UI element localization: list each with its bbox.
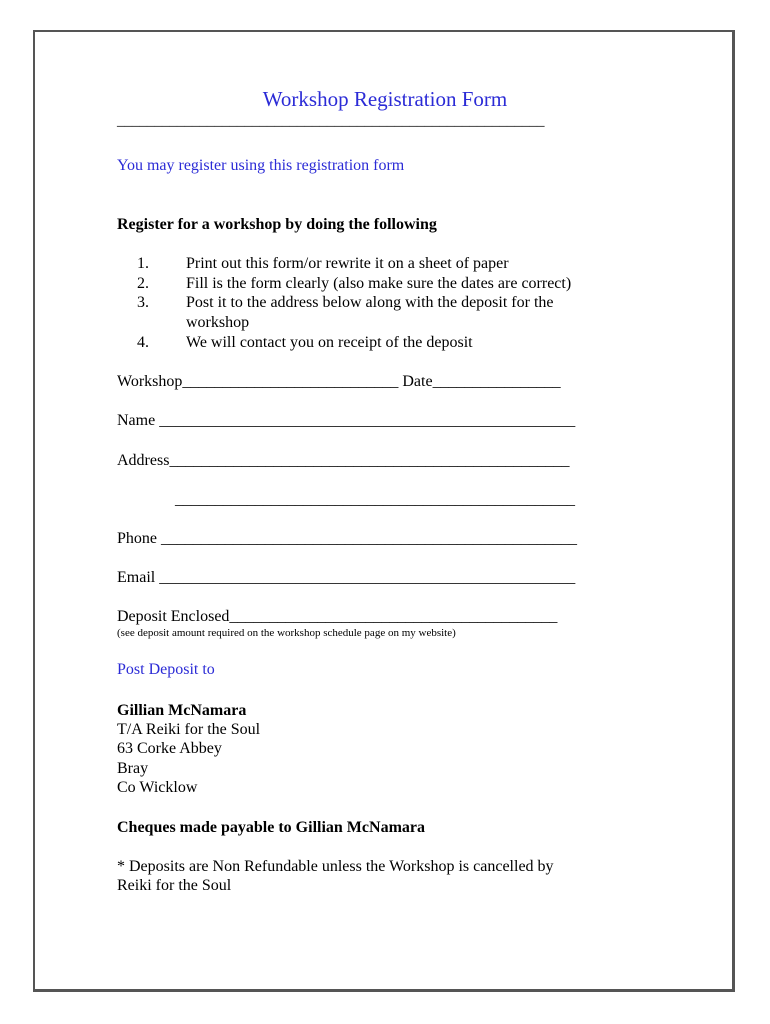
- refund-note: * Deposits are Non Refundable unless the Workshop is cancelled by: [117, 858, 554, 875]
- address-line: T/A Reiki for the Soul: [117, 721, 261, 738]
- address-field-line2[interactable]: __________________________________________________: [175, 491, 575, 508]
- step-text: Fill is the form clearly (also make sure the dates are correct): [186, 275, 572, 292]
- address-line: 63 Corke Abbey: [117, 740, 222, 757]
- step-number: 3.: [137, 294, 149, 311]
- document-page: [33, 30, 735, 992]
- phone-field[interactable]: Phone ____________________________________________________: [117, 530, 577, 547]
- refund-note-continued: Reiki for the Soul: [117, 877, 232, 894]
- step-number: 2.: [137, 275, 149, 292]
- address-line: Co Wicklow: [117, 779, 198, 796]
- deposit-field[interactable]: Deposit Enclosed_________________________________________: [117, 608, 558, 625]
- email-field[interactable]: Email ____________________________________________________: [117, 569, 576, 586]
- step-number: 4.: [137, 334, 149, 351]
- step-text: Post it to the address below along with the deposit for the: [186, 294, 554, 311]
- address-line: Bray: [117, 760, 149, 777]
- steps-heading: Register for a workshop by doing the following: [117, 216, 437, 233]
- step-number: 1.: [137, 255, 149, 272]
- deposit-note: (see deposit amount required on the workshop schedule page on my website): [117, 627, 456, 639]
- post-deposit-heading: Post Deposit to: [117, 661, 215, 678]
- intro-text: You may register using this registration form: [117, 157, 405, 174]
- step-text: We will contact you on receipt of the deposit: [186, 334, 473, 351]
- title-underline: _________________________________________________________: [117, 113, 545, 129]
- address-name: Gillian McNamara: [117, 702, 247, 719]
- step-text-continued: workshop: [186, 314, 250, 331]
- cheques-note: Cheques made payable to Gillian McNamara: [117, 819, 425, 836]
- step-text: Print out this form/or rewrite it on a sheet of paper: [186, 255, 509, 272]
- name-field[interactable]: Name ____________________________________________________: [117, 412, 576, 429]
- address-field[interactable]: Address__________________________________________________: [117, 452, 570, 469]
- workshop-date-field[interactable]: Workshop___________________________ Date________________: [117, 373, 561, 390]
- page-title: Workshop Registration Form: [262, 87, 508, 111]
